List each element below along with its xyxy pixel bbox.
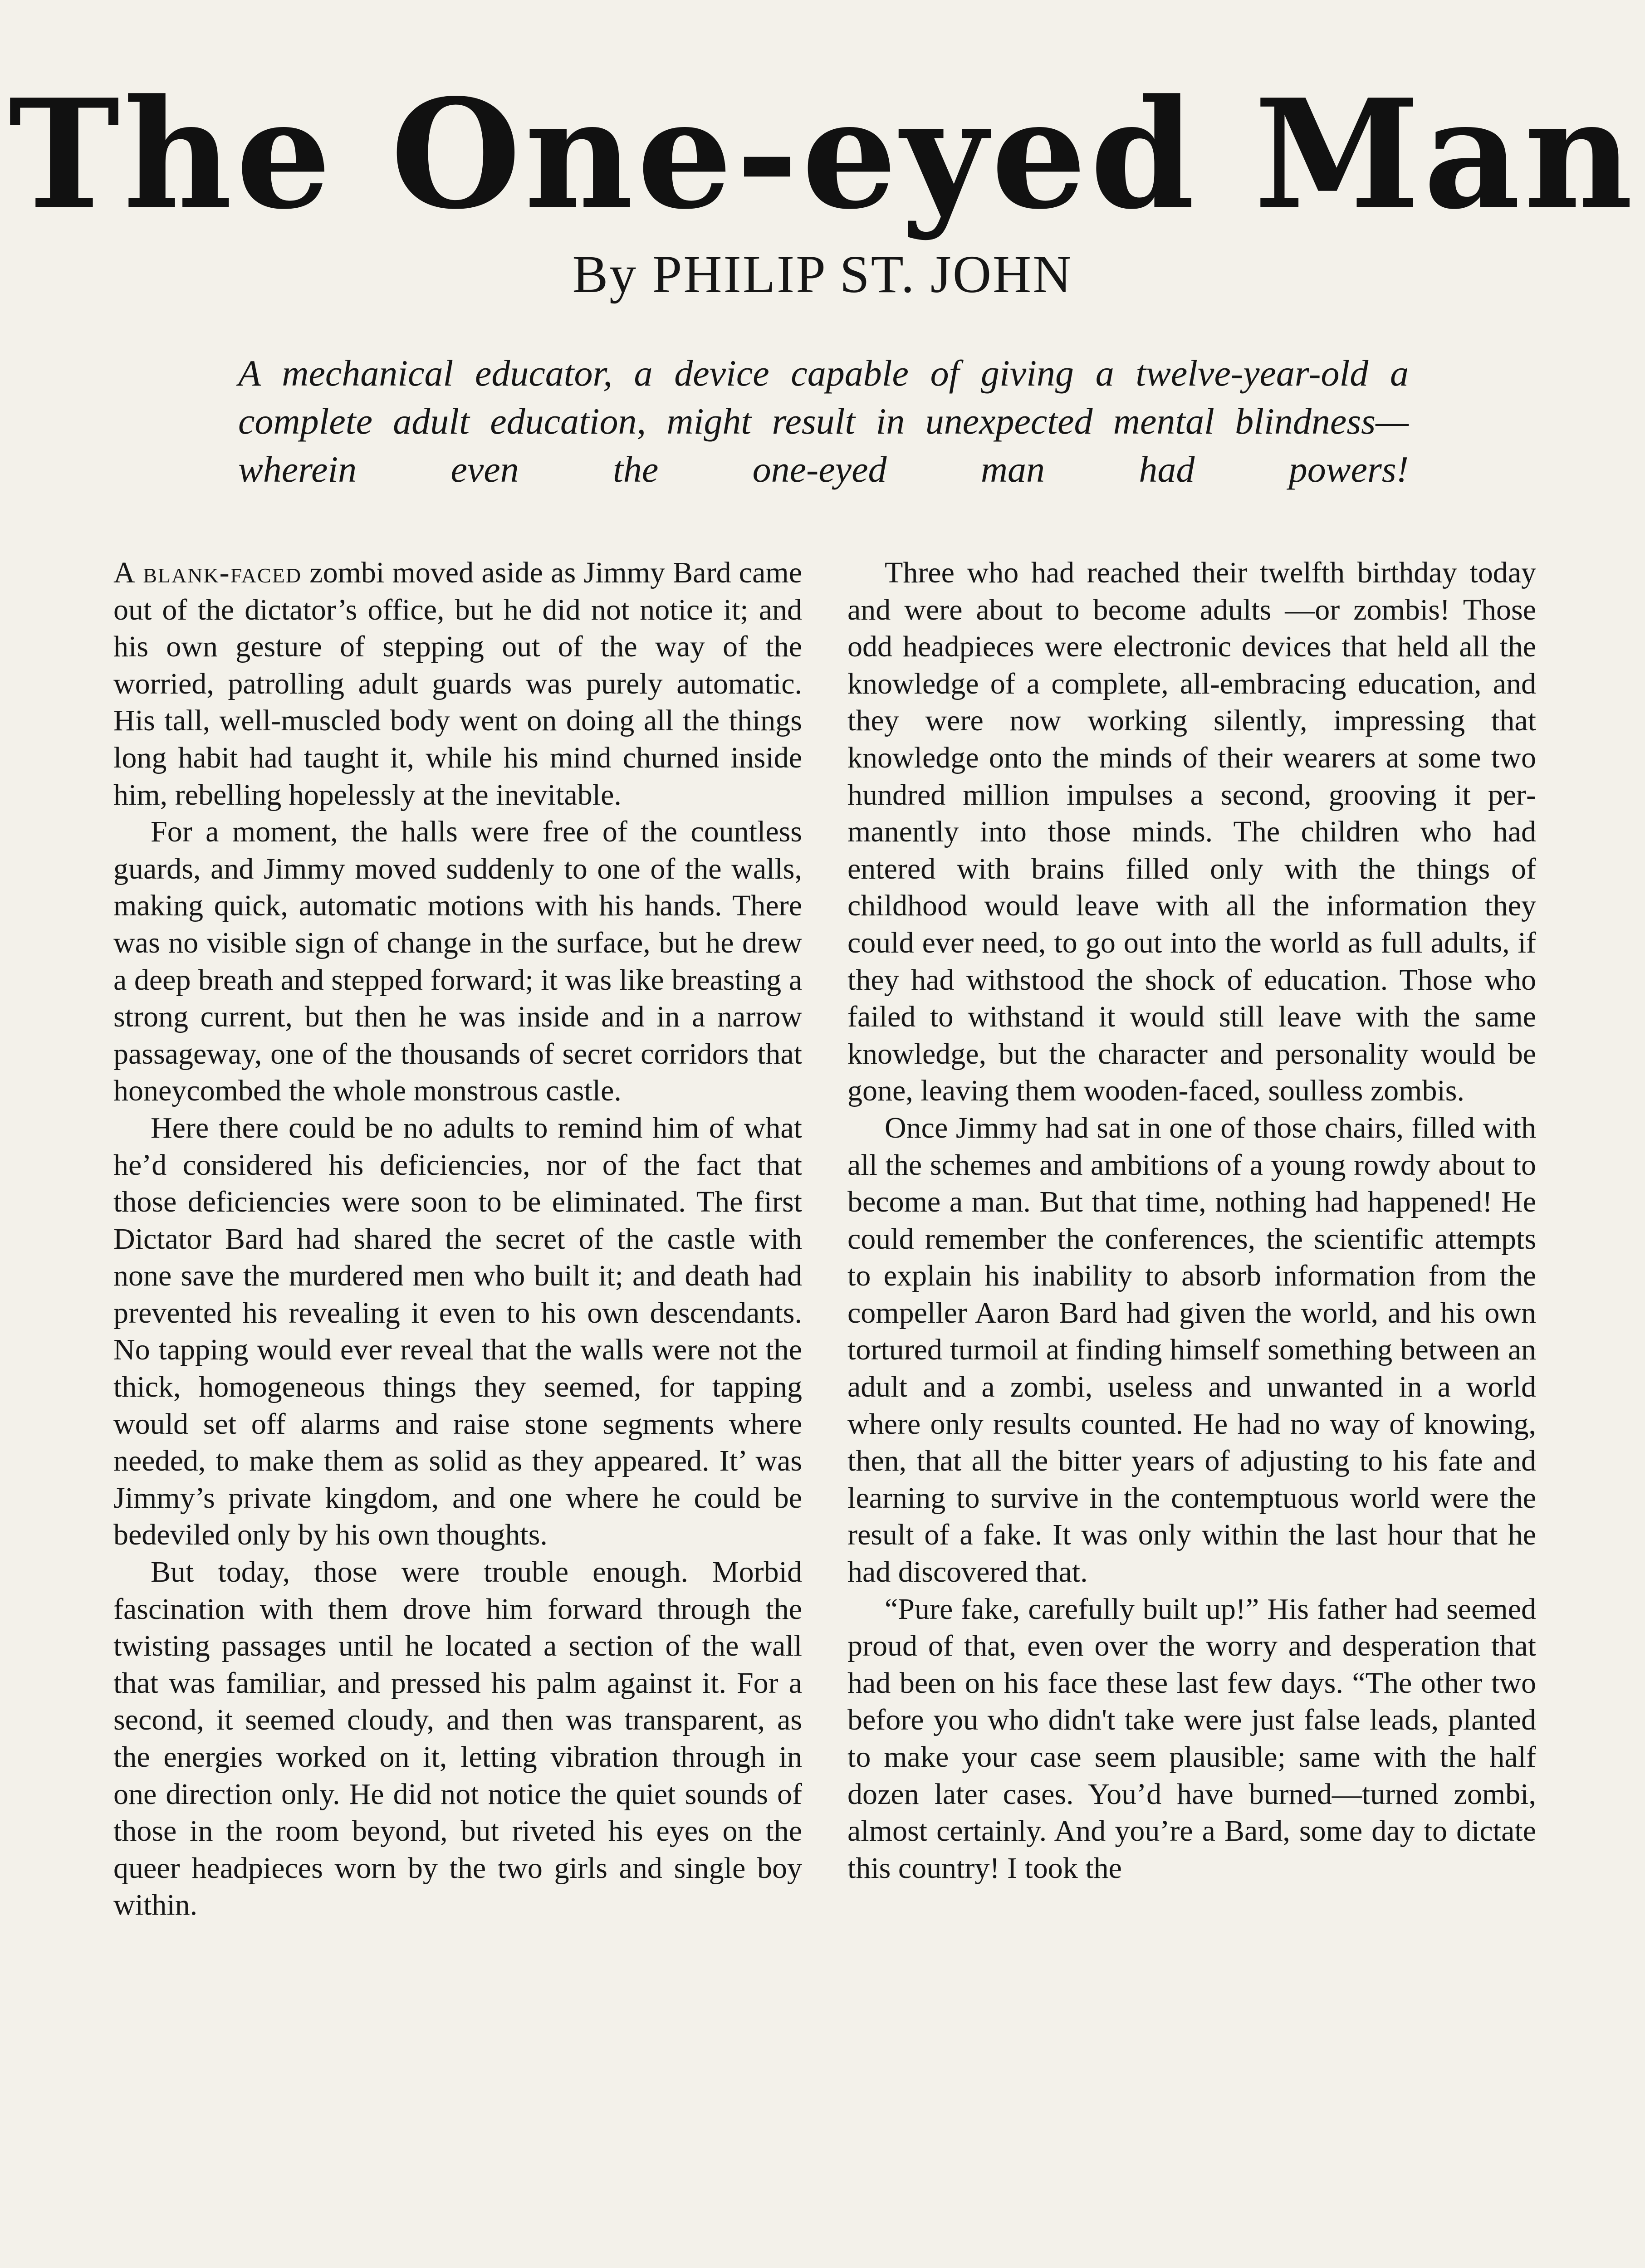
article-blurb: A mechanical educator, a device capable of giving a twelve-year-old a complete adult education, might result in unexpected mental blindness—wherein even the one-eyed man had powers! bbox=[238, 352, 1409, 490]
body-paragraph-7: “Pure fake, carefully built up!” His father had seemed proud of that, even over the worry and desperation that had been on his face these last few days. “The other two before you who didn't take were just false leads, planted to make your case seem plausible; same with the half dozen later cases. You’d have burned—turned zombi, almost certainly. And you’re a Bard, some day to dictate this country! I took the bbox=[847, 1592, 1536, 1885]
body-paragraph-4: But today, those were trouble enough. Morbid fascination with them drove him forward through the twisting passages until he located a section of the wall that was familiar, and pressed his palm against it. For a second, it seemed cloudy, and then was transparent, as the energies worked on it, letting vibration through in one direction only. He did not notice the quiet sounds of those in the room beyond, but riveted his eyes on the queer headpieces worn by the two girls and single boy within. bbox=[113, 1555, 802, 1922]
body-paragraph-3: Here there could be no adults to remind him of what he’d considered his deficiencies, nor of the fact that those deficiencies were soon to be eliminated. The first Dictator Bard had shared the secret of the castle with none save the murdered men who built it; and death had prevented his revealing it even to his own descendants. No tapping would ever reveal that the walls were not the thick, homogeneous things they seemed, for tapping would set off alarms and raise stone segments where needed, to make them as solid as they appeared. It’ was Jimmy’s private kingdom, and one where he could be bedeviled only by his own thoughts. bbox=[113, 1111, 802, 1552]
article-title: The One-eyed Man bbox=[8, 66, 1637, 242]
body-paragraph-6: Once Jimmy had sat in one of those chairs, filled with all the schemes and ambitions of a young rowdy about to become a man. But that time, nothing had happened! He could remember the conferences, the scientific attempts to explain his inability to absorb information from the compeller Aaron Bard had given the world, and his own tortured turmoil at finding himself something between an adult and a zombi, useless and unwanted in a world where only results counted. He had no way of knowing, then, that all the bitter years of adjusting to his fate and learning to survive in the contemptuous world were the result of a fake. It was only within the last hour that he had discovered that. bbox=[847, 1111, 1536, 1589]
left-column bbox=[113, 554, 802, 1924]
byline: By PHILIP ST. JOHN bbox=[572, 244, 1073, 304]
right-column bbox=[847, 554, 1536, 1887]
opening-words: A blank-faced bbox=[113, 556, 302, 589]
body-paragraph-2: For a moment, the halls were free of the countless guards, and Jimmy moved suddenly to one of the walls, making quick, automatic motions with his hands. There was no visible sign of change in the surface, but he drew a deep breath and stepped forward; it was like breasting a strong current, but then he was inside and in a narrow passageway, one of the thousands of secret corridors that honeycombed the whole monstrous castle. bbox=[113, 815, 802, 1108]
body-paragraph-5: Three who had reached their twelfth birthday today and were about to become adults —or zombis! Those odd headpieces were electronic devices that held all the knowledge of a complete, all-embracing education, and they were now working silently, impressing that knowledge onto the minds of their wearers at some two hundred million impulses a second, grooving it permanently into those minds. The children who had entered with brains filled only with the things of childhood would leave with all the information they could ever need, to go out into the world as full adults, if they had withstood the shock of education. Those who failed to withstand it would still leave with the same knowledge, but the character and personality would be gone, leaving them wooden-faced, soulless zombis. bbox=[847, 556, 1536, 1108]
opening-paragraph-text: zombi moved aside as Jimmy Bard came out of the dictator’s office, but he did not notice it; and his own gesture of stepping out of the way of the worried, patrolling adult guards was purely automatic. His tall, well-muscled body went on doing all the things long habit had taught it, while his mind churned inside him, rebelling hopelessly at the inevitable. bbox=[113, 556, 803, 811]
body-paragraph-1 bbox=[113, 554, 802, 813]
